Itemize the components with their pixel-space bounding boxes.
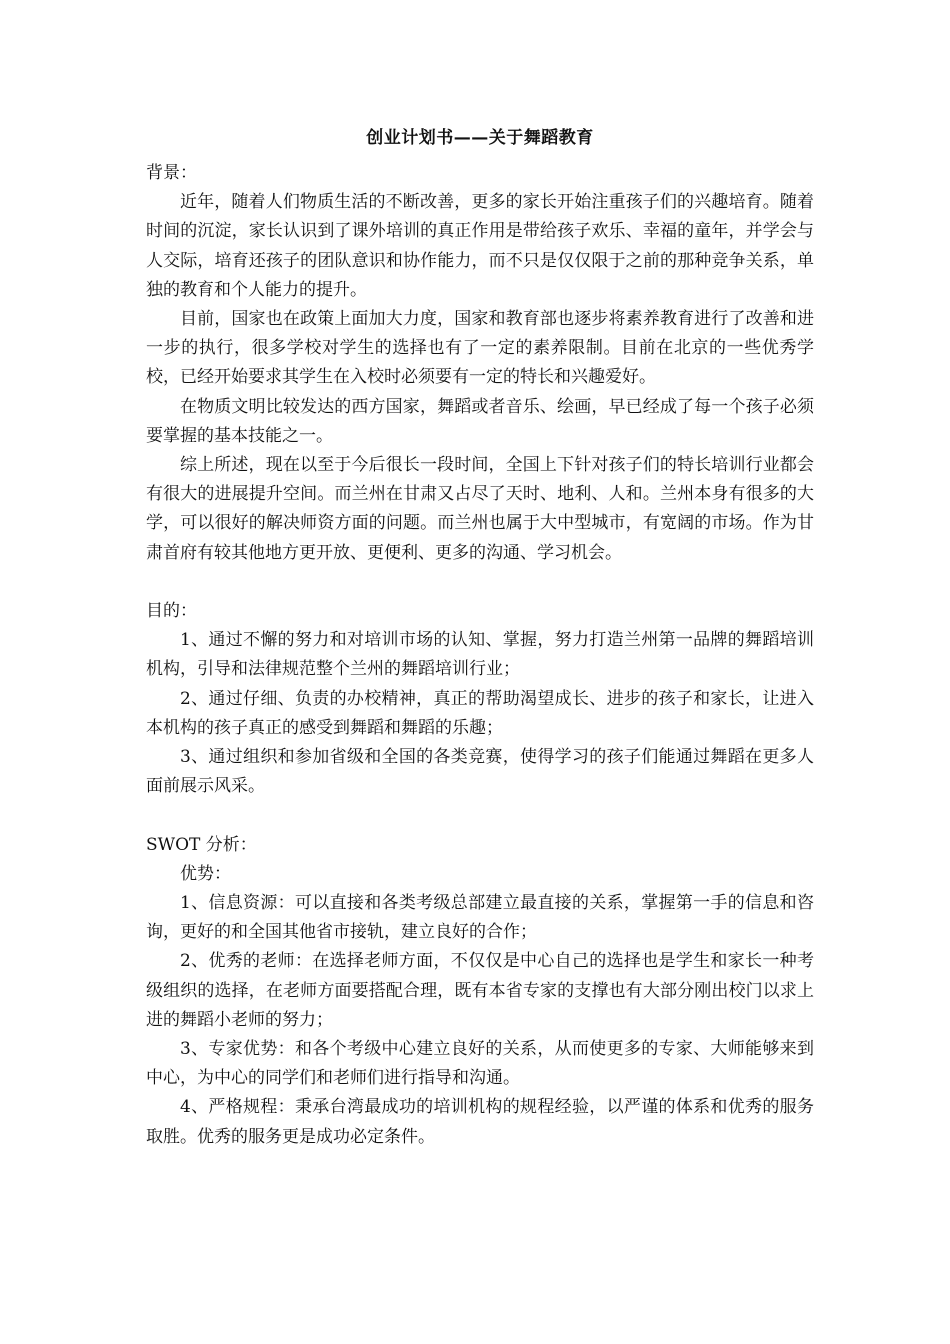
swot-item-4: 4、严格规程：秉承台湾最成功的培训机构的规程经验，以严谨的体系和优秀的服务取胜。优秀的服务更是成功必定条件。	[146, 1097, 814, 1147]
purpose-item-1: 1、通过不懈的努力和对培训市场的认知、掌握，努力打造兰州第一品牌的舞蹈培训机构，引导和法律规范整个兰州的舞蹈培训行业；	[146, 630, 814, 680]
swot-item-1: 1、信息资源：可以直接和各类考级总部建立最直接的关系，掌握第一手的信息和咨询，更好的和全国其他省市接轨，建立良好的合作；	[146, 893, 814, 943]
swot-item-2: 2、优秀的老师：在选择老师方面，不仅仅是中心自己的选择也是学生和家长一种考级组织的选择，在老师方面要搭配合理，既有本省专家的支撑也有大部分刚出校门以求上进的舞蹈小老师的努力；	[146, 951, 814, 1030]
swot-heading: SWOT 分析：	[146, 834, 257, 855]
background-paragraph-2: 目前，国家也在政策上面加大力度，国家和教育部也逐步将素养教育进行了改善和进一步的执行，很多学校对学生的选择也有了一定的素养限制。目前在北京的一些优秀学校，已经开始要求其学生在入校时必须要有一定的特长和兴趣爱好。	[146, 309, 814, 388]
document-title: 创业计划书——关于舞蹈教育	[366, 128, 594, 148]
spacer	[146, 568, 814, 597]
document-page	[146, 123, 814, 1152]
swot-item-3: 3、专家优势：和各个考级中心建立良好的关系，从而使更多的专家、大师能够来到中心，为中心的同学们和老师们进行指导和沟通。	[146, 1039, 814, 1089]
purpose-item-2: 2、通过仔细、负责的办校精神，真正的帮助渴望成长、进步的孩子和家长，让进入本机构的孩子真正的感受到舞蹈和舞蹈的乐趣；	[146, 688, 814, 738]
background-paragraph-1: 近年，随着人们物质生活的不断改善，更多的家长开始注重孩子们的兴趣培育。随着时间的沉淀，家长认识到了课外培训的真正作用是带给孩子欢乐、幸福的童年，并学会与人交际，培育还孩子的团队意识和协作能力，而不只是仅仅限于之前的那种竞争关系，单独的教育和个人能力的提升。	[146, 192, 814, 300]
background-paragraph-3: 在物质文明比较发达的西方国家，舞蹈或者音乐、绘画，早已经成了每一个孩子必须要掌握的基本技能之一。	[146, 396, 814, 446]
purpose-heading: 目的：	[146, 601, 197, 622]
background-heading: 背景：	[146, 163, 197, 183]
background-paragraph-4: 综上所述，现在以至于今后很长一段时间，全国上下针对孩子们的特长培训行业都会有很大的进展提升空间。而兰州在甘肃又占尽了天时、地利、人和。兰州本身有很多的大学，可以很好的解决师资方面的问题。而兰州也属于大中型城市，有宽阔的市场。作为甘肃首府有较其他地方更开放、更便利、更多的沟通、学习机会。	[146, 455, 814, 563]
spacer	[146, 801, 814, 830]
purpose-item-3: 3、通过组织和参加省级和全国的各类竞赛，使得学习的孩子们能通过舞蹈在更多人面前展示风采。	[146, 747, 814, 797]
swot-strengths-heading: 优势：	[180, 863, 231, 884]
